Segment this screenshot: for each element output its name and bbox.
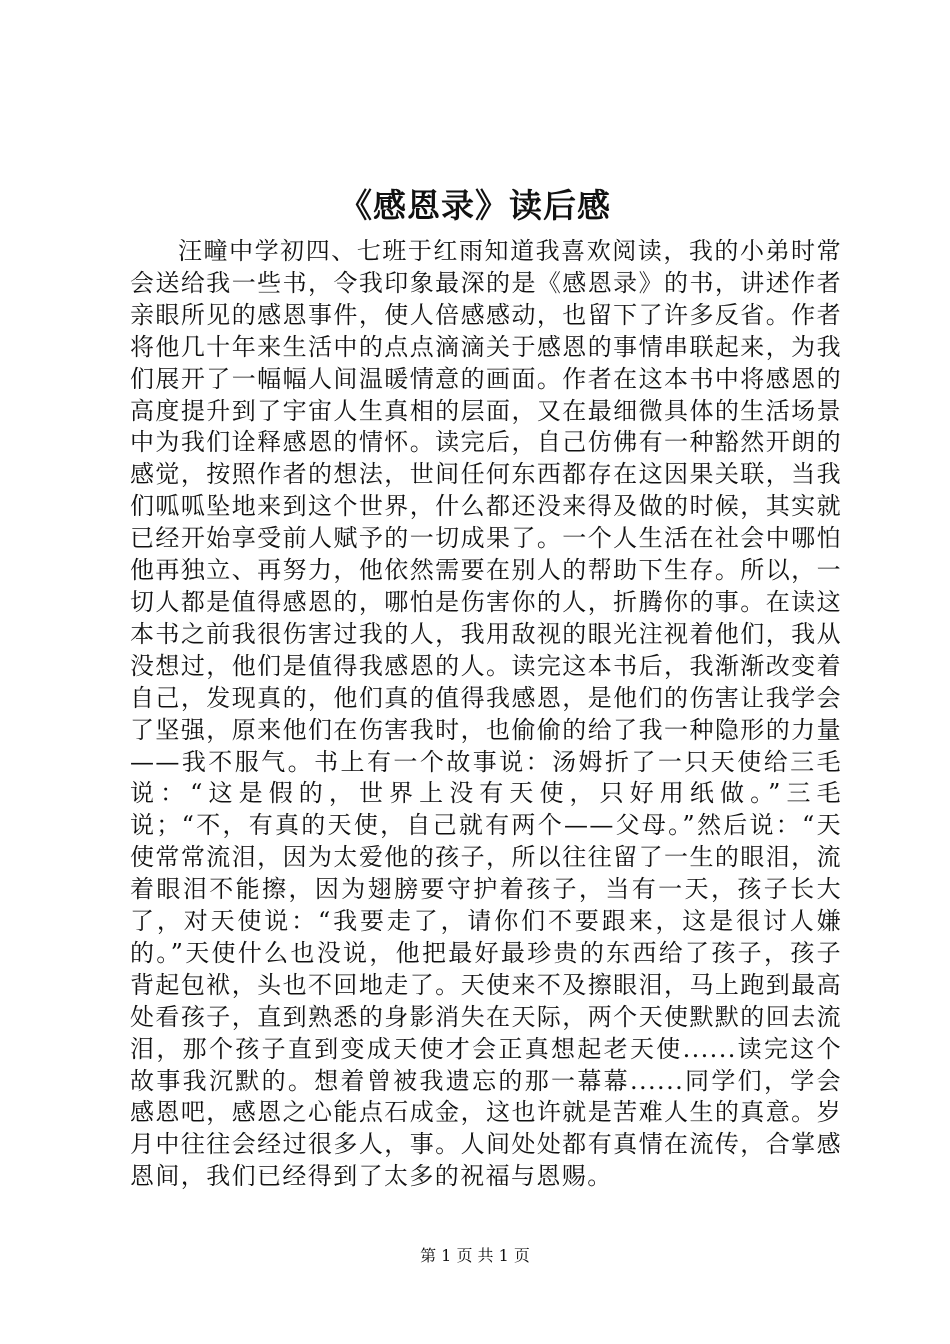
- document-title: 《感恩录》读后感: [339, 186, 611, 225]
- document-body-paragraph: 汪疃中学初四、七班于红雨知道我喜欢阅读，我的小弟时常会送给我一些书，令我印象最深的是《感恩录》的书，讲述作者亲眼所见的感恩事件，使人倍感感动，也留下了许多反省。作者将他几十年来生活中的点点滴滴关于感恩的事情串联起来，为我们展开了一幅幅人间温暖情意的画面。作者在这本书中将感恩的高度提升到了宇宙人生真相的层面，又在最细微具体的生活场景中为我们诠释感恩的情怀。读完后，自己仿佛有一种豁然开朗的感觉，按照作者的想法，世间任何东西都存在这因果关联，当我们呱呱坠地来到这个世界，什么都还没来得及做的时候，其实就已经开始享受前人赋予的一切成果了。一个人生活在社会中哪怕他再独立、再努力，他依然需要在别人的帮助下生存。所以，一切人都是值得感恩的，哪怕是伤害你的人，折腾你的事。在读这本书之前我很伤害过我的人，我用敌视的眼光注视着他们，我从没想过，他们是值得我感恩的人。读完这本书后，我渐渐改变着自己，发现真的，他们真的值得我感恩，是他们的伤害让我学会了坚强，原来他们在伤害我时，也偷偷的给了我一种隐形的力量——我不服气。书上有一个故事说：汤姆折了一只天使给三毛说：“这是假的，世界上没有天使，只好用纸做。”三毛说；“不，有真的天使，自己就有两个——父母。”然后说：“天使常常流泪，因为太爱他的孩子，所以往往留了一生的眼泪，流着眼泪不能擦，因为翅膀要守护着孩子，当有一天，孩子长大了，对天使说：“我要走了，请你们不要跟来，这是很讨人嫌的。”天使什么也没说，他把最好最珍贵的东西给了孩子，孩子背起包袱，头也不回地走了。天使来不及擦眼泪，马上跑到最高处看孩子，直到熟悉的身影消失在天际，两个天使默默的回去流泪，那个孩子直到变成天使才会正真想起老天使......读完这个故事我沉默的。想着曾被我遗忘的那一幕幕......同学们，学会感恩吧，感恩之心能点石成金，这也许就是苦难人生的真意。岁月中往往会经过很多人，事。人间处处都有真情在流传，合掌感恩间，我们已经得到了太多的祝福与恩赐。: [130, 237, 842, 1191]
- page-number-footer: 第 1 页 共 1 页: [420, 1246, 530, 1265]
